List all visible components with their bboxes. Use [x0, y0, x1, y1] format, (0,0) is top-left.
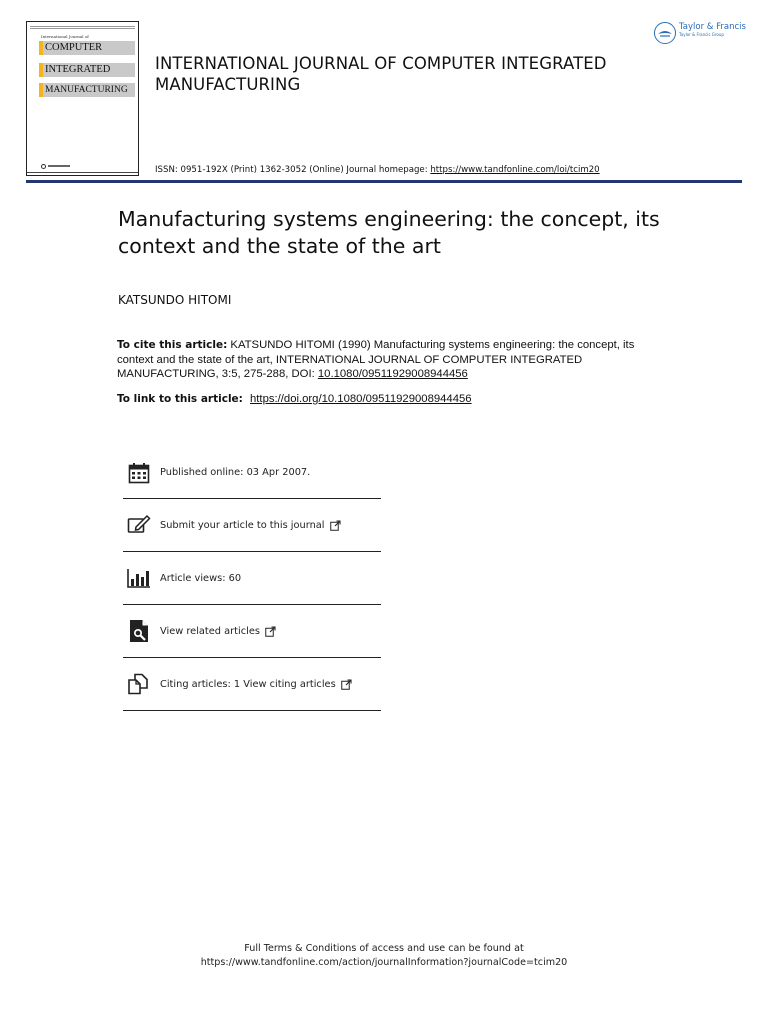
journal-title: INTERNATIONAL JOURNAL OF COMPUTER INTEGRATED MANUFACTURING — [155, 54, 607, 94]
article-views-text: Article views: 60 — [160, 572, 242, 584]
header-divider — [26, 180, 742, 183]
taylor-francis-emblem-icon — [654, 22, 676, 44]
article-views-row — [123, 552, 381, 605]
cover-band-computer: COMPUTER — [39, 41, 135, 55]
cover-publisher-logo — [41, 163, 71, 169]
external-link-icon — [330, 520, 341, 531]
publisher-name: Taylor & Francis — [679, 22, 746, 32]
cite-doi-link[interactable]: 10.1080/09511929008944456 — [317, 368, 468, 380]
submit-article-text[interactable]: Submit your article to this journal — [160, 519, 325, 531]
edit-icon — [127, 512, 151, 538]
cite-text: KATSUNDO HITOMI (1990) Manufacturing systems engineering: the concept, its context and the state of the art, INTERNATIONAL JOURNAL OF COMPUTER INTEGRATED MANUFACTURING, 3:5, 275-288, DOI: — [117, 339, 635, 380]
cover-small-text: International Journal of — [41, 34, 89, 39]
related-articles-row[interactable] — [123, 605, 381, 658]
publisher-group: Taylor & Francis Group — [679, 32, 724, 37]
cite-label: To cite this article: — [117, 339, 228, 351]
document-search-icon — [127, 618, 151, 644]
article-info-list — [123, 447, 381, 711]
published-online-text: Published online: 03 Apr 2007. — [160, 467, 311, 478]
citation-block — [117, 338, 662, 382]
citing-articles-text[interactable]: Citing articles: 1 View citing articles — [160, 678, 336, 690]
cover-top-rule — [30, 26, 135, 29]
journal-cover-thumbnail — [26, 21, 139, 176]
article-doi-link[interactable]: https://doi.org/10.1080/09511929008944456 — [250, 393, 472, 405]
external-link-icon — [341, 679, 352, 690]
related-articles-text[interactable]: View related articles — [160, 625, 260, 637]
cover-band-manufacturing: MANUFACTURING — [39, 83, 135, 97]
journal-homepage-link[interactable]: https://www.tandfonline.com/loi/tcim20 — [430, 165, 600, 175]
footer-terms-text: Full Terms & Conditions of access and use can be found at — [244, 943, 524, 954]
article-title: Manufacturing systems engineering: the concept, its context and the state of the art — [118, 207, 660, 258]
submit-article-row[interactable] — [123, 499, 381, 552]
copy-icon — [127, 671, 151, 697]
issn-line — [155, 165, 600, 175]
taylor-francis-logo[interactable] — [654, 22, 746, 44]
citing-articles-row[interactable] — [123, 658, 381, 711]
cover-bottom-rule — [27, 172, 138, 173]
cover-band-integrated: INTEGRATED — [39, 63, 135, 77]
footer — [0, 942, 768, 970]
article-author: KATSUNDO HITOMI — [118, 293, 232, 307]
issn-text: ISSN: 0951-192X (Print) 1362-3052 (Online) Journal homepage: — [155, 165, 431, 175]
article-link-block — [117, 393, 472, 405]
published-online-row — [123, 447, 381, 499]
link-label: To link to this article: — [117, 393, 243, 405]
external-link-icon — [265, 626, 276, 637]
footer-terms-link[interactable]: https://www.tandfonline.com/action/journalInformation?journalCode=tcim20 — [200, 957, 568, 968]
bar-chart-icon — [127, 565, 151, 591]
calendar-icon — [127, 460, 151, 486]
